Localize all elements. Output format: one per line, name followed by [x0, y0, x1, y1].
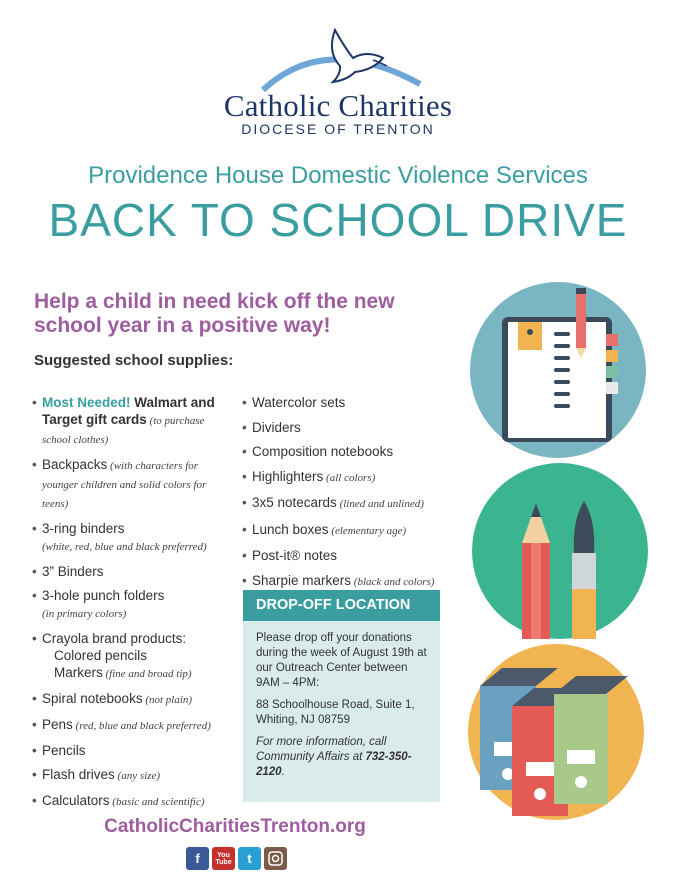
- item-text: Crayola brand products:: [42, 631, 187, 646]
- social-links: [186, 847, 287, 870]
- item-text: Flash drives: [42, 767, 115, 782]
- list-item: [32, 742, 232, 759]
- item-text: Dividers: [252, 419, 301, 435]
- instagram-icon[interactable]: [264, 847, 287, 870]
- list-item: [32, 716, 232, 735]
- item-text: 3x5 notecards: [252, 495, 337, 510]
- dove-icon: [255, 22, 425, 92]
- contact-text: For more information, call Community Affairs at: [256, 736, 387, 763]
- list-item: [32, 766, 232, 785]
- item-note: (elementary age): [328, 524, 407, 537]
- phone-suffix: .: [281, 766, 285, 778]
- item-note: (with characters for younger children and solid colors for teens): [42, 460, 207, 510]
- item-note: (white, red, blue and black preferred): [42, 541, 207, 553]
- item-note: (all colors): [323, 471, 376, 484]
- item-note: (black and colors): [351, 575, 435, 588]
- list-item: [242, 394, 452, 411]
- list-item: [32, 394, 232, 449]
- dropoff-instructions: Please drop off your donations during the week of August 19th at our Outreach Center between 9AM – 4PM:: [256, 632, 427, 689]
- item-text: Highlighters: [252, 468, 324, 484]
- item-note: (red, blue and black preferred): [72, 720, 211, 732]
- item-text: Spiral notebooks: [42, 691, 143, 706]
- list-item: [32, 563, 232, 580]
- pencil-brush-illustration: [472, 463, 648, 639]
- supplies-list-left: [32, 394, 232, 811]
- headline: Help a child in need kick off the new school year in a positive way!: [34, 290, 395, 337]
- list-item: [242, 419, 452, 436]
- logo-subtitle: DIOCESE OF TRENTON: [241, 121, 435, 137]
- facebook-icon[interactable]: f: [186, 847, 209, 870]
- binders-illustration: [466, 642, 646, 822]
- item-text: Post-it® notes: [252, 548, 337, 563]
- item-note: (in primary colors): [42, 608, 127, 620]
- dropoff-body: [243, 621, 440, 780]
- dropoff-address: 88 Schoolhouse Road, Suite 1, Whiting, NJ 08759: [256, 699, 415, 726]
- item-text: Backpacks: [42, 457, 108, 472]
- item-text: Walmart and Target gift cards: [42, 395, 215, 427]
- most-needed-label: Most Needed!: [42, 395, 131, 410]
- item-text: 3” Binders: [42, 564, 104, 579]
- page-subtitle: Providence House Domestic Violence Services: [88, 162, 588, 189]
- item-note: (basic and scientific): [109, 796, 205, 808]
- logo: [0, 0, 676, 140]
- list-item: [242, 494, 452, 513]
- item-text: Pens: [42, 717, 73, 732]
- dropoff-heading: DROP-OFF LOCATION: [243, 590, 440, 621]
- list-item: [32, 630, 232, 683]
- supplies-list-right: [242, 394, 452, 591]
- website-link[interactable]: CatholicCharitiesTrenton.org: [104, 816, 366, 837]
- list-item: [242, 547, 452, 564]
- item-text: Watercolor sets: [252, 395, 346, 410]
- dropoff-box: [243, 590, 440, 802]
- dropoff-contact: [256, 735, 428, 780]
- item-text: Sharpie markers: [252, 572, 352, 588]
- item-note: (fine and broad tip): [102, 668, 192, 680]
- item-text: 3-ring binders: [42, 521, 125, 536]
- item-note: (lined and unlined): [336, 498, 424, 510]
- item-note: (to purchase school clothes): [42, 415, 205, 446]
- item-note: (not plain): [142, 694, 193, 706]
- list-item: [242, 572, 452, 591]
- phone-link[interactable]: 732-350-2120: [256, 751, 412, 778]
- logo-name: Catholic Charities: [223, 88, 453, 123]
- list-item: [32, 690, 232, 709]
- item-text: Pencils: [42, 743, 86, 758]
- item-text: Composition notebooks: [252, 444, 394, 459]
- youtube-icon[interactable]: You Tube: [212, 847, 235, 870]
- item-subtext-row: [42, 664, 232, 683]
- twitter-icon[interactable]: t: [238, 847, 261, 870]
- list-item: [32, 456, 232, 513]
- list-item: [242, 443, 452, 460]
- item-subtext: Markers: [54, 665, 103, 680]
- list-item: [32, 520, 232, 556]
- list-item: [242, 468, 452, 487]
- suggested-heading: Suggested school supplies:: [34, 352, 234, 369]
- notebook-illustration: [470, 282, 646, 458]
- item-subtext: Colored pencils: [54, 648, 148, 663]
- item-text: 3-hole punch folders: [42, 588, 165, 603]
- list-item: [32, 792, 232, 811]
- list-item: [32, 587, 232, 623]
- list-item: [242, 521, 452, 540]
- item-text: Calculators: [42, 793, 110, 808]
- item-note: (any size): [114, 770, 160, 782]
- page-title: BACK TO SCHOOL DRIVE: [48, 194, 628, 246]
- item-text: Lunch boxes: [252, 521, 329, 537]
